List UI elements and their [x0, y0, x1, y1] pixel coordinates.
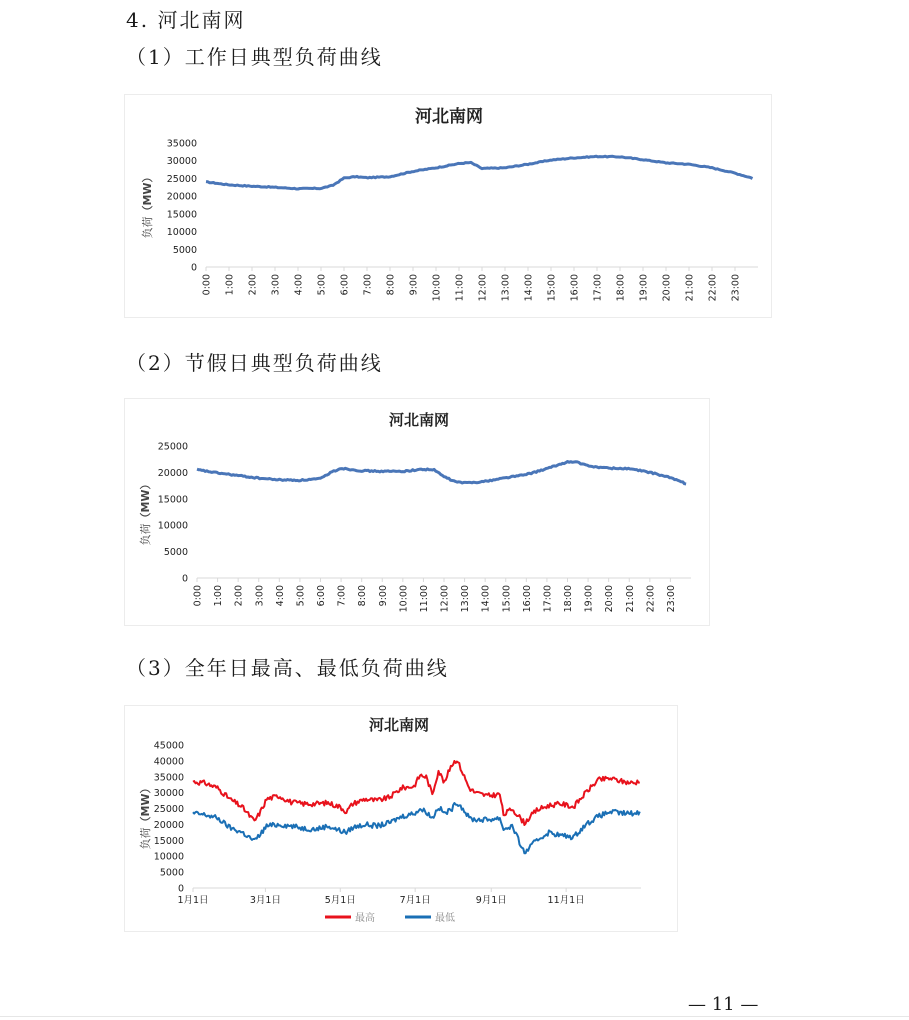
x-tick-label: 17:00 [542, 585, 554, 613]
x-tick-label: 17:00 [592, 274, 604, 302]
x-tick-label: 13:00 [460, 585, 472, 613]
x-tick-label: 3:00 [270, 274, 282, 296]
x-tick-label: 8:00 [357, 585, 369, 607]
series-line-load [197, 462, 686, 485]
x-tick-label: 12:00 [439, 585, 451, 613]
chart-title: 河北南网 [415, 107, 483, 127]
y-tick-label: 10000 [153, 851, 184, 863]
series-line-max [193, 761, 640, 825]
x-tick-label: 11月1日 [547, 895, 585, 906]
x-tick-label: 4:00 [293, 274, 305, 296]
x-tick-label: 5月1日 [324, 895, 356, 906]
y-tick-label: 15000 [157, 494, 188, 506]
x-tick-label: 14:00 [480, 585, 492, 613]
x-tick-label: 14:00 [523, 274, 535, 302]
x-tick-label: 11:00 [454, 274, 466, 302]
y-tick-label: 25000 [153, 804, 184, 816]
x-tick-label: 21:00 [684, 274, 696, 302]
x-tick-label: 3月1日 [249, 895, 281, 906]
x-tick-label: 2:00 [233, 585, 245, 607]
y-tick-label: 35000 [153, 772, 184, 784]
chart-holiday [124, 398, 710, 626]
legend-label-max: 最高 [355, 913, 375, 924]
x-tick-label: 20:00 [661, 274, 673, 302]
chart-workday-svg [125, 95, 771, 317]
y-tick-label: 5000 [159, 867, 184, 879]
y-axis-label [140, 171, 154, 238]
x-tick-label: 6:00 [339, 274, 351, 296]
x-tick-label: 9:00 [408, 274, 420, 296]
section-heading: 4. 河北南网 [126, 8, 246, 32]
y-axis-label-unit: （MW） [139, 782, 152, 828]
x-tick-label: 7月1日 [399, 895, 431, 906]
y-axis-label-unit: （MW） [141, 171, 154, 217]
y-tick-label: 20000 [166, 191, 197, 203]
x-tick-label: 7:00 [336, 585, 348, 607]
y-tick-label: 25000 [157, 441, 188, 453]
x-tick-label: 8:00 [385, 274, 397, 296]
y-tick-label: 45000 [153, 740, 184, 752]
y-axis-label [138, 782, 152, 849]
chart-holiday-svg [125, 399, 709, 625]
chart-title: 河北南网 [388, 411, 450, 429]
x-tick-label: 18:00 [615, 274, 627, 302]
x-tick-label: 15:00 [501, 585, 513, 613]
x-tick-label: 1月1日 [177, 895, 209, 906]
y-tick-label: 5000 [163, 547, 188, 559]
page-number: — 11 — [688, 994, 759, 1015]
x-tick-label: 1:00 [224, 274, 236, 296]
y-tick-label: 20000 [153, 819, 184, 831]
x-tick-label: 19:00 [583, 585, 595, 613]
y-axis-label-text: 负荷 [139, 827, 152, 850]
x-tick-label: 13:00 [500, 274, 512, 302]
x-tick-label: 21:00 [624, 585, 636, 613]
x-tick-label: 18:00 [563, 585, 574, 613]
y-tick-label: 35000 [166, 138, 197, 150]
chart-title: 河北南网 [368, 716, 430, 734]
x-tick-label: 10:00 [431, 274, 443, 302]
chart-workday [124, 94, 772, 318]
y-tick-label: 30000 [153, 788, 184, 800]
x-tick-label: 7:00 [362, 274, 374, 296]
legend-label-min: 最低 [435, 913, 455, 924]
x-tick-label: 0:00 [192, 585, 204, 607]
y-tick-label: 0 [190, 262, 197, 274]
y-axis-label-text: 负荷 [139, 523, 152, 546]
subheading-holiday: （2）节假日典型负荷曲线 [126, 351, 383, 375]
y-tick-label: 30000 [166, 156, 197, 168]
x-tick-label: 9:00 [377, 585, 389, 607]
x-tick-label: 5:00 [295, 585, 307, 607]
x-tick-label: 20:00 [604, 585, 616, 613]
x-tick-label: 12:00 [477, 274, 489, 302]
x-tick-label: 0:00 [201, 274, 213, 296]
y-axis-label-text: 负荷 [141, 216, 154, 239]
x-tick-label: 3:00 [254, 585, 266, 607]
x-tick-label: 2:00 [247, 274, 259, 296]
subheading-workday: （1）工作日典型负荷曲线 [126, 45, 383, 69]
series-line-load [206, 156, 753, 189]
subheading-annual: （3）全年日最高、最低负荷曲线 [126, 656, 449, 680]
y-tick-label: 40000 [153, 756, 184, 768]
y-tick-label: 15000 [166, 209, 197, 221]
y-tick-label: 10000 [157, 520, 188, 532]
y-tick-label: 5000 [172, 244, 197, 256]
x-tick-label: 1:00 [213, 585, 225, 607]
x-tick-label: 10:00 [398, 585, 410, 613]
x-tick-label: 16:00 [569, 274, 581, 302]
y-tick-label: 20000 [157, 467, 188, 479]
y-tick-label: 25000 [166, 173, 197, 185]
x-tick-label: 11:00 [418, 585, 430, 613]
x-tick-label: 19:00 [638, 274, 650, 302]
y-axis-label-unit: （MW） [139, 478, 152, 524]
x-tick-label: 22:00 [645, 585, 657, 613]
chart-annual [124, 705, 678, 932]
y-tick-label: 0 [181, 573, 188, 585]
x-tick-label: 15:00 [546, 274, 558, 302]
x-tick-label: 6:00 [316, 585, 327, 607]
y-axis-label [138, 478, 152, 545]
x-tick-label: 16:00 [521, 585, 533, 613]
x-tick-label: 4:00 [274, 585, 286, 607]
chart-annual-svg [125, 706, 677, 931]
footer-divider [0, 1016, 909, 1017]
x-tick-label: 9月1日 [475, 895, 507, 906]
x-tick-label: 5:00 [316, 274, 328, 296]
x-tick-label: 23:00 [665, 585, 677, 613]
y-tick-label: 10000 [166, 227, 197, 239]
x-tick-label: 22:00 [707, 274, 719, 302]
x-tick-label: 23:00 [730, 274, 742, 302]
y-tick-label: 0 [177, 883, 184, 895]
y-tick-label: 15000 [153, 835, 184, 847]
